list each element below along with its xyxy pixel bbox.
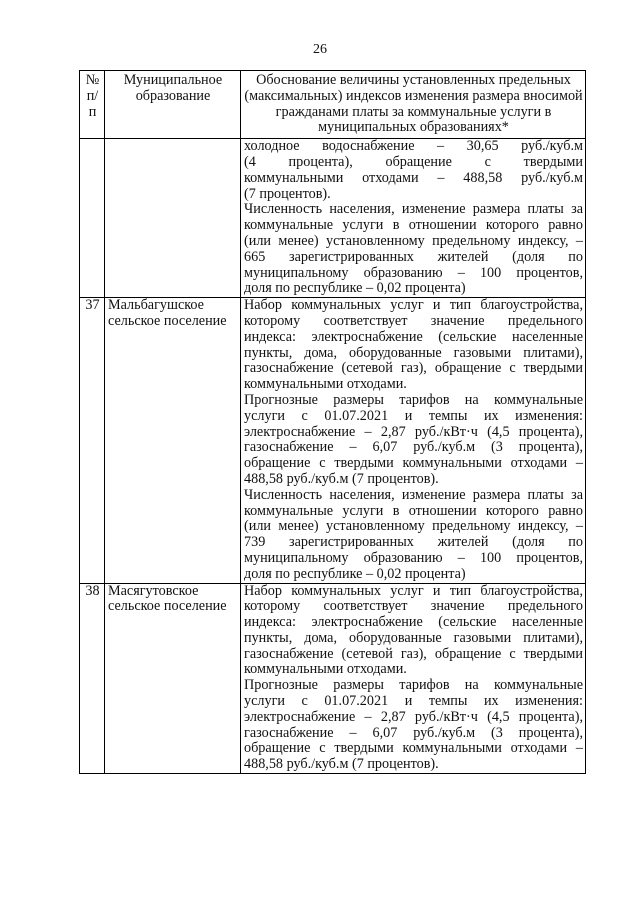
text-line: коммунальными отходами. [244, 376, 407, 393]
text-line: Прогнозные размеры тарифов на коммунальные [244, 391, 583, 408]
text-line: Численность населения, изменение размера платы за [244, 486, 583, 503]
indices-table [79, 70, 586, 774]
text-line: 488,58 руб./куб.м (7 процентов). [244, 470, 439, 487]
header-justification: Обоснование величины установленных предельных (максимальных) индексов изменения размера вносимой гражданами платы за коммунальные услуги в муниципальных образованиях* [241, 71, 586, 139]
municipality-name: Мальбагушское сельское поселение [105, 298, 241, 583]
text-line: Прогнозные размеры тарифов на коммунальные [244, 677, 583, 694]
text-line: газоснабжение (сетевой газ), обращение с твердыми [244, 360, 583, 377]
text-line: газоснабжение (сетевой газ), обращение с твердыми [244, 645, 583, 662]
justification-text [241, 583, 586, 774]
row-number: 38 [80, 583, 105, 774]
page-number: 26 [313, 42, 327, 57]
table-row [80, 139, 586, 298]
text-line: холодное водоснабжение – 30,65 руб./куб.м [244, 138, 583, 155]
justification-paragraph [244, 584, 583, 679]
text-line: которому соответствует значение предельного [244, 312, 583, 329]
municipality-name [105, 139, 241, 298]
text-line: 488,58 руб./куб.м (7 процентов). [244, 756, 439, 773]
justification-paragraph [244, 139, 583, 202]
text-line: (4 процента), обращение с твердыми [244, 153, 583, 170]
municipality-name: Масягутовское сельское поселение [105, 583, 241, 774]
text-line: которому соответствует значение предельного [244, 598, 583, 615]
text-line: пункты, дома, оборудованные газовыми плитами), [244, 629, 583, 646]
justification-paragraph [244, 298, 583, 393]
text-line: коммунальными отходами. [244, 661, 407, 678]
text-line: Численность населения, изменение размера платы за [244, 201, 583, 218]
table-row [80, 298, 586, 583]
justification-text [241, 298, 586, 583]
text-line: (или менее) установленному предельному индексу, – [244, 518, 583, 535]
text-line: газоснабжение – 6,07 руб./куб.м (3 процента), [244, 724, 583, 741]
header-number: № п/п [80, 71, 105, 139]
table-row [80, 583, 586, 774]
text-line: индекса: электроснабжение (сельские населенные [244, 328, 583, 345]
text-line: газоснабжение – 6,07 руб./куб.м (3 процента), [244, 439, 583, 456]
text-line: доля по республике – 0,02 процента) [244, 565, 466, 582]
row-number [80, 139, 105, 298]
text-line: услуги с 01.07.2021 и темпы их изменения: [244, 407, 583, 424]
justification-paragraph [244, 678, 583, 773]
text-line: (7 процентов). [244, 185, 331, 202]
justification-text [241, 139, 586, 298]
text-line: обращение с твердыми коммунальными отходами – [244, 740, 583, 757]
text-line: электроснабжение – 2,87 руб./кВт·ч (4,5 процента), [244, 423, 583, 440]
text-line: 665 зарегистрированных жителей (доля по [244, 248, 583, 265]
text-line: коммунальными отходами – 488,58 руб./куб.м [244, 169, 583, 186]
text-line: муниципальному образованию – 100 процентов, [244, 264, 583, 281]
text-line: муниципальному образованию – 100 процентов, [244, 549, 583, 566]
text-line: пункты, дома, оборудованные газовыми плитами), [244, 344, 583, 361]
text-line: 739 зарегистрированных жителей (доля по [244, 534, 583, 551]
text-line: электроснабжение – 2,87 руб./кВт·ч (4,5 процента), [244, 708, 583, 725]
justification-paragraph [244, 202, 583, 297]
text-line: коммунальные услуги в отношении которого равно [244, 217, 583, 234]
text-line: услуги с 01.07.2021 и темпы их изменения: [244, 693, 583, 710]
text-line: коммунальные услуги в отношении которого равно [244, 502, 583, 519]
text-line: (или менее) установленному предельному индексу, – [244, 232, 583, 249]
justification-paragraph [244, 488, 583, 583]
table-header-row [80, 71, 586, 139]
text-line: индекса: электроснабжение (сельские населенные [244, 614, 583, 631]
text-line: обращение с твердыми коммунальными отходами – [244, 455, 583, 472]
justification-paragraph [244, 393, 583, 488]
text-line: Набор коммунальных услуг и тип благоустройства, [244, 582, 583, 599]
header-municipality: Муниципальное образование [105, 71, 241, 139]
row-number: 37 [80, 298, 105, 583]
text-line: Набор коммунальных услуг и тип благоустройства, [244, 297, 583, 314]
text-line: доля по республике – 0,02 процента) [244, 280, 466, 297]
